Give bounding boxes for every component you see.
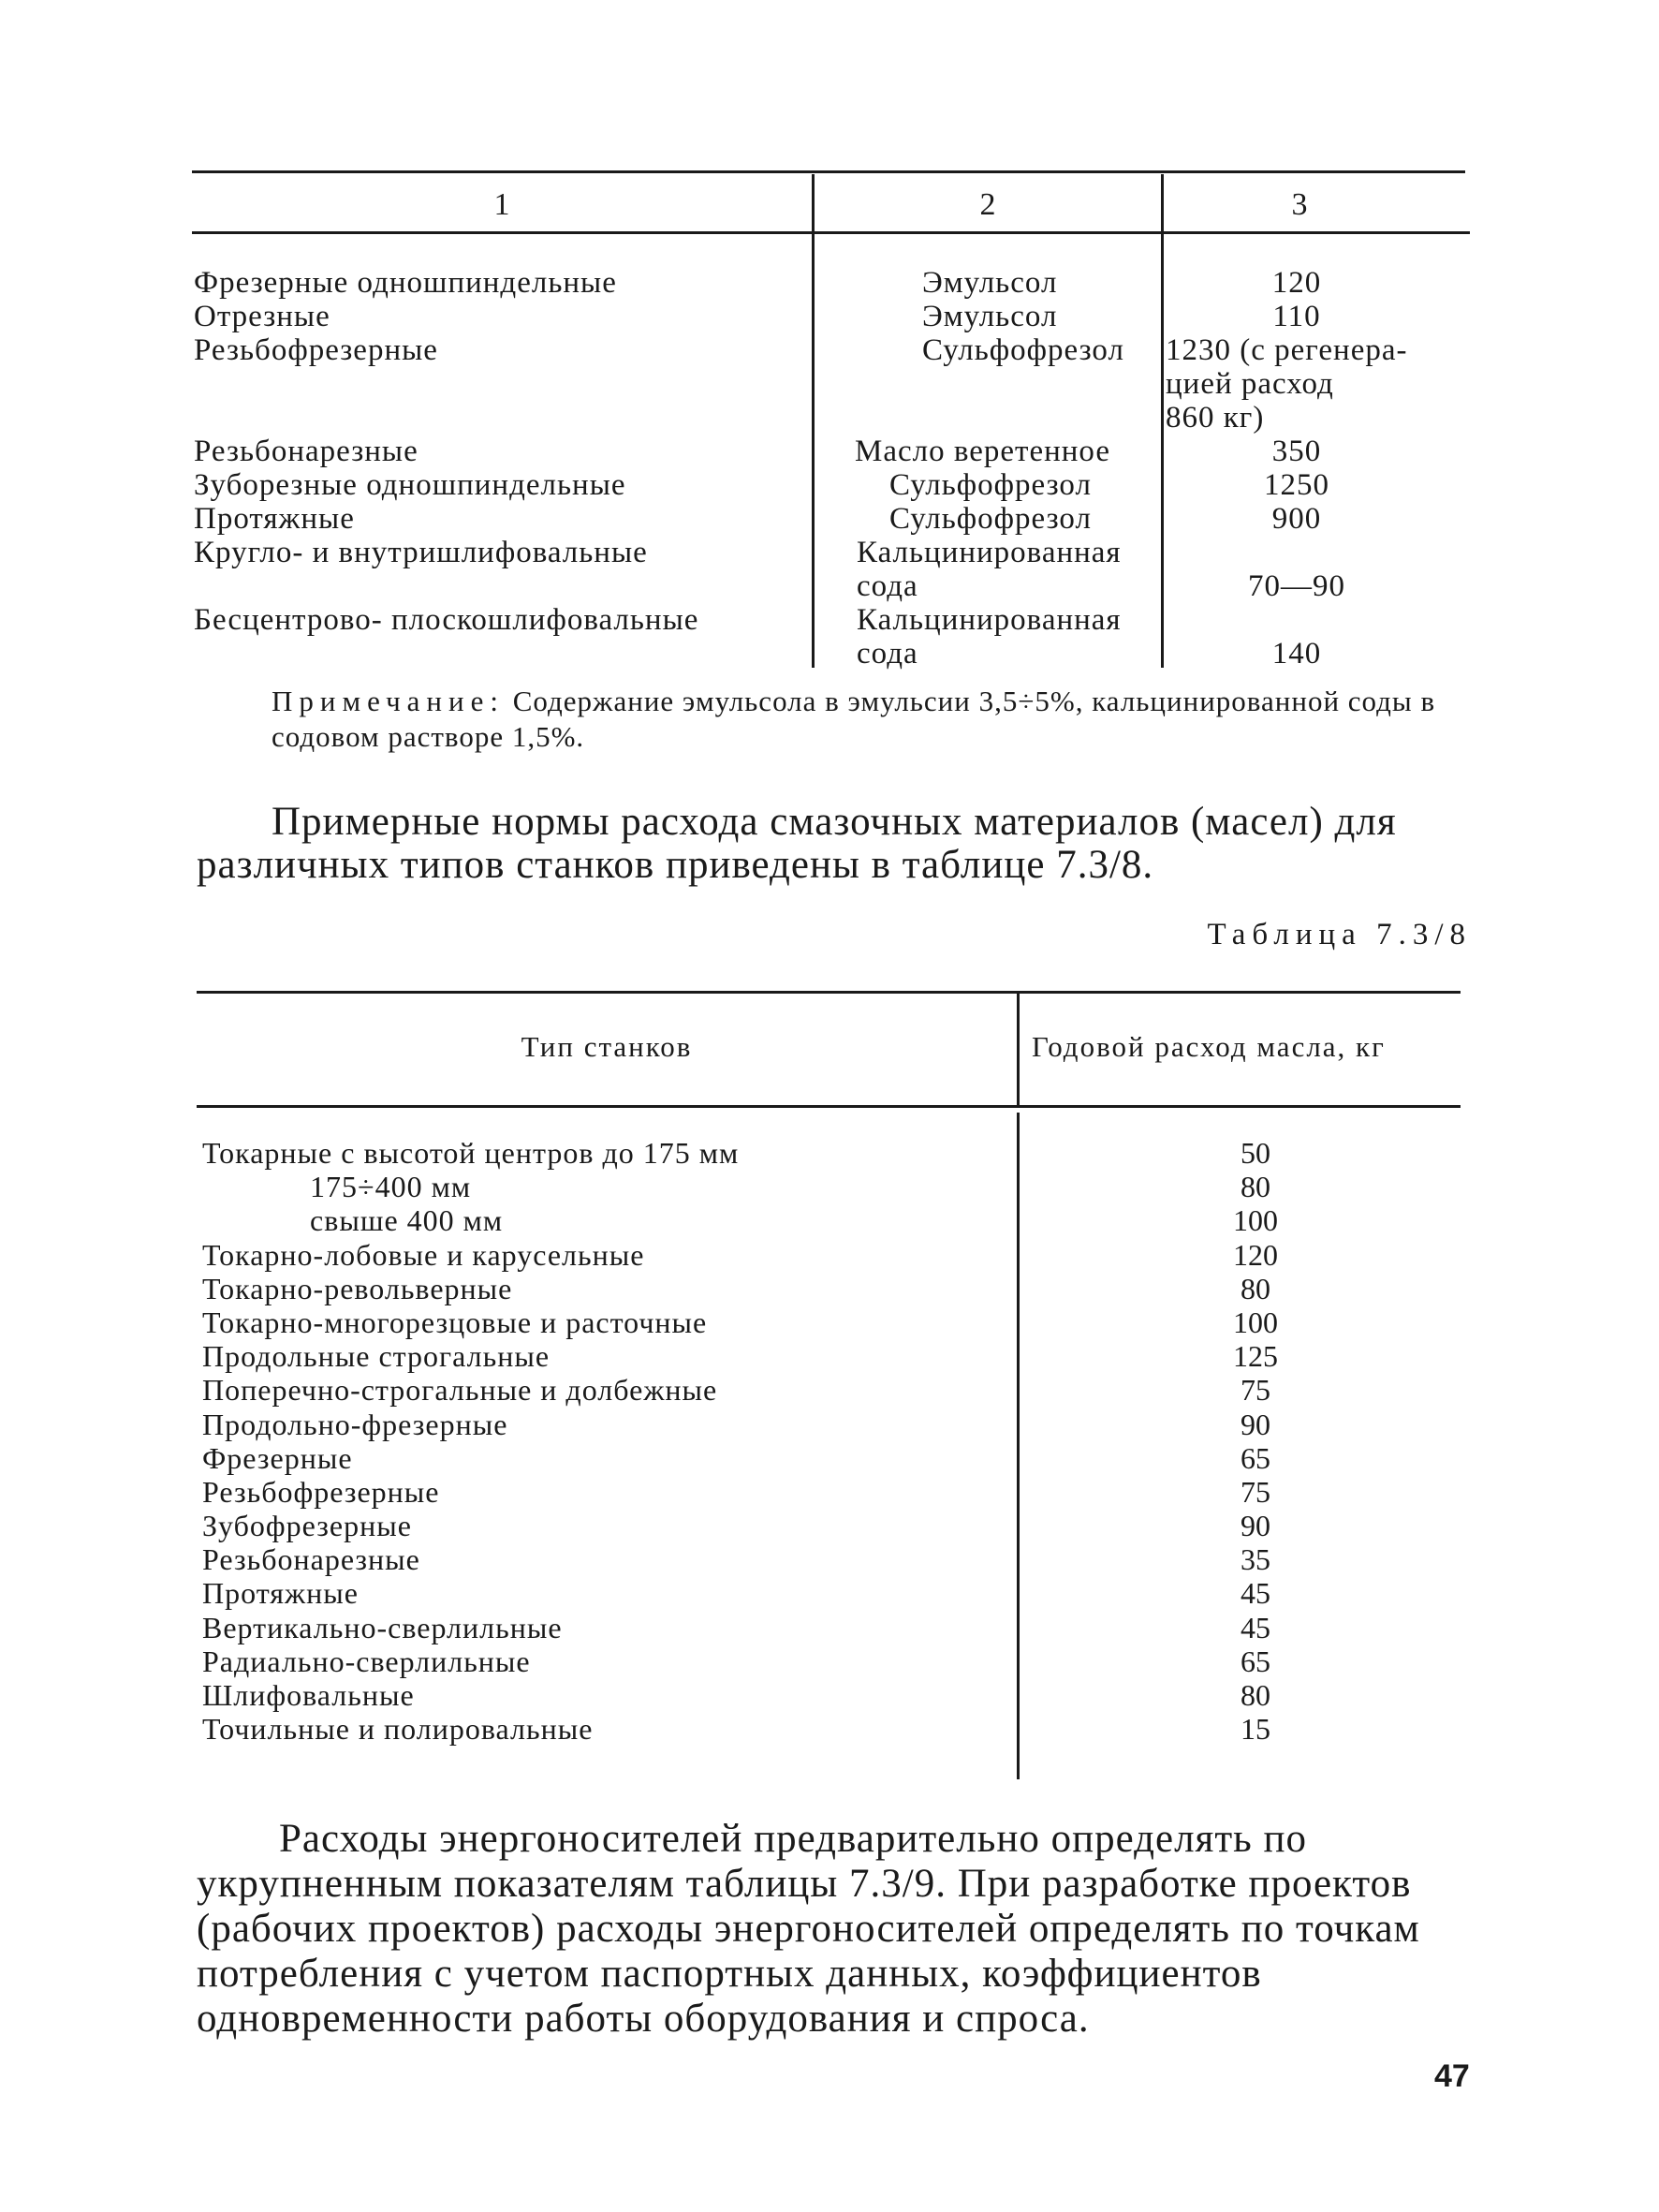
row-oil-consumption: 35: [1241, 1542, 1270, 1577]
row-machine-type: 175÷400 мм: [310, 1170, 472, 1204]
table-row: [202, 1136, 1457, 1170]
table-row-amount: цией расход: [1166, 367, 1334, 401]
row-machine-type: Резьбофрезерные: [202, 1474, 440, 1509]
table-top-rule: [197, 991, 1461, 994]
table-row-amount: 1230 (с регенера-: [1166, 333, 1408, 367]
row-oil-consumption: 90: [1241, 1509, 1270, 1543]
table-header-rule: [192, 231, 1470, 234]
table-row-fluid: Кальцинированная: [857, 603, 1122, 637]
table-row-amount: 70—90: [1248, 569, 1345, 603]
table-row-machine: Бесцентрово- плоскошлифовальные: [194, 603, 699, 637]
table-row-amount: 140: [1271, 637, 1322, 671]
column-header-type: Тип станков: [521, 1030, 693, 1063]
page-number: 47: [1434, 2058, 1470, 2094]
table-row-machine: Кругло- и внутришлифовальные: [194, 536, 648, 569]
row-oil-consumption: 80: [1241, 1678, 1270, 1712]
table-row: [202, 1509, 1457, 1542]
row-machine-type: Продольные строгальные: [202, 1339, 551, 1374]
table-row: [202, 1203, 1457, 1237]
table-row-fluid: Эмульсол: [922, 300, 1058, 333]
row-oil-consumption: 100: [1233, 1305, 1278, 1339]
row-oil-consumption: 75: [1241, 1474, 1270, 1509]
row-oil-consumption: 50: [1241, 1136, 1270, 1170]
table-row: [202, 1305, 1457, 1339]
table-row-machine: Протяжные: [194, 502, 355, 536]
table-body: [202, 1136, 1457, 1746]
oil-consumption-table: [197, 991, 1461, 1768]
table-row: [202, 1542, 1457, 1576]
column-divider: [1017, 991, 1020, 1108]
row-machine-type: Токарно-многорезцовые и расточные: [202, 1305, 708, 1339]
table-row-fluid: Сульфофрезол: [922, 333, 1124, 367]
row-oil-consumption: 80: [1241, 1170, 1270, 1204]
row-machine-type: Зубофрезерные: [202, 1509, 412, 1543]
row-machine-type: Продольно-фрезерные: [202, 1407, 508, 1441]
table-top-rule: [192, 170, 1465, 173]
row-machine-type: Протяжные: [202, 1576, 359, 1611]
table-row: [202, 1611, 1457, 1644]
table-row-amount: 1250: [1264, 468, 1329, 502]
table-row-amount: 110: [1272, 300, 1321, 333]
row-oil-consumption: 120: [1233, 1237, 1278, 1272]
row-oil-consumption: 80: [1241, 1271, 1270, 1305]
table-row-amount: 900: [1271, 502, 1322, 536]
row-oil-consumption: 125: [1233, 1339, 1278, 1374]
table-row-fluid: Кальцинированная: [857, 536, 1122, 569]
table-row-fluid: Сульфофрезол: [889, 468, 1092, 502]
row-oil-consumption: 15: [1241, 1712, 1270, 1747]
table-row-fluid: сода: [857, 569, 918, 603]
column-header-1: 1: [493, 187, 510, 222]
row-machine-type: Токарно-лобовые и карусельные: [202, 1237, 645, 1272]
table-row-amount: 350: [1271, 435, 1322, 468]
table-header-rule: [197, 1105, 1461, 1108]
table-row-machine: Зуборезные одношпиндельные: [194, 468, 626, 502]
table-row-machine: Фрезерные одношпиндельные: [194, 266, 617, 300]
table-row-machine: Отрезные: [194, 300, 330, 333]
column-divider: [1161, 174, 1164, 668]
table-row-fluid: сода: [857, 637, 918, 671]
note-label: Примечание:: [272, 685, 505, 717]
row-oil-consumption: 45: [1241, 1610, 1270, 1644]
body-paragraph: Примерные нормы расхода смазочных материалов (масел) для различных типов станков приведены в таблице 7.3/8.: [197, 800, 1397, 887]
row-machine-type: Токарные с высотой центров до 175 мм: [202, 1136, 740, 1170]
table-caption-text: Таблица 7.3/8: [1207, 918, 1472, 951]
row-machine-type: Радиально-сверлильные: [202, 1644, 531, 1678]
row-machine-type: Поперечно-строгальные и долбежные: [202, 1373, 718, 1408]
row-machine-type: Токарно-револьверные: [202, 1271, 513, 1305]
table-row: [202, 1441, 1457, 1475]
table-row: [202, 1678, 1457, 1712]
row-machine-type: Вертикально-сверлильные: [202, 1610, 563, 1644]
column-header-value: Годовой расход масла, кг: [1032, 1030, 1386, 1063]
table-row-amount: 120: [1271, 266, 1322, 300]
table-row-fluid: Эмульсол: [922, 266, 1058, 300]
table-row-fluid: Сульфофрезол: [889, 502, 1092, 536]
table-row: [202, 1339, 1457, 1373]
table-row: [202, 1408, 1457, 1441]
table-row: [202, 1576, 1457, 1610]
table-row: [202, 1373, 1457, 1407]
table-row: [202, 1644, 1457, 1678]
table-row-machine: Резьбонарезные: [194, 435, 418, 468]
table-note: [272, 684, 1479, 755]
row-machine-type: Фрезерные: [202, 1440, 353, 1475]
row-machine-type: Шлифовальные: [202, 1678, 415, 1712]
table-row: [202, 1712, 1457, 1746]
table-row-machine: Резьбофрезерные: [194, 333, 438, 367]
row-machine-type: свыше 400 мм: [310, 1203, 504, 1238]
row-oil-consumption: 45: [1241, 1576, 1270, 1611]
table-caption: [1207, 918, 1472, 952]
column-divider: [812, 174, 815, 668]
body-paragraph: Расходы энергоносителей предварительно определять по укрупненным показателям таблицы 7.3/9. При разработке проектов (рабочих проектов) расходы энергоносителей определять по точкам потребления с учетом паспортных данных, коэффициентов одновременности работы оборудования и спроса.: [197, 1817, 1420, 2041]
column-header-3: 3: [1291, 187, 1308, 222]
row-oil-consumption: 90: [1241, 1407, 1270, 1441]
row-oil-consumption: 65: [1241, 1644, 1270, 1678]
row-machine-type: Точильные и полировальные: [202, 1712, 594, 1747]
column-header-2: 2: [979, 187, 996, 222]
row-machine-type: Резьбонарезные: [202, 1542, 420, 1577]
table-row: [202, 1475, 1457, 1509]
row-oil-consumption: 100: [1233, 1203, 1278, 1238]
table-row: [202, 1170, 1457, 1203]
table-row-amount: 860 кг): [1166, 401, 1265, 435]
note-text: Содержание эмульсола в эмульсии 3,5÷5%, кальцинированной соды в содовом растворе 1,5%.: [272, 685, 1436, 753]
row-oil-consumption: 75: [1241, 1373, 1270, 1408]
table-row: [202, 1272, 1457, 1305]
row-oil-consumption: 65: [1241, 1440, 1270, 1475]
table-row-fluid: Масло веретенное: [855, 435, 1110, 468]
table-row: [202, 1238, 1457, 1272]
